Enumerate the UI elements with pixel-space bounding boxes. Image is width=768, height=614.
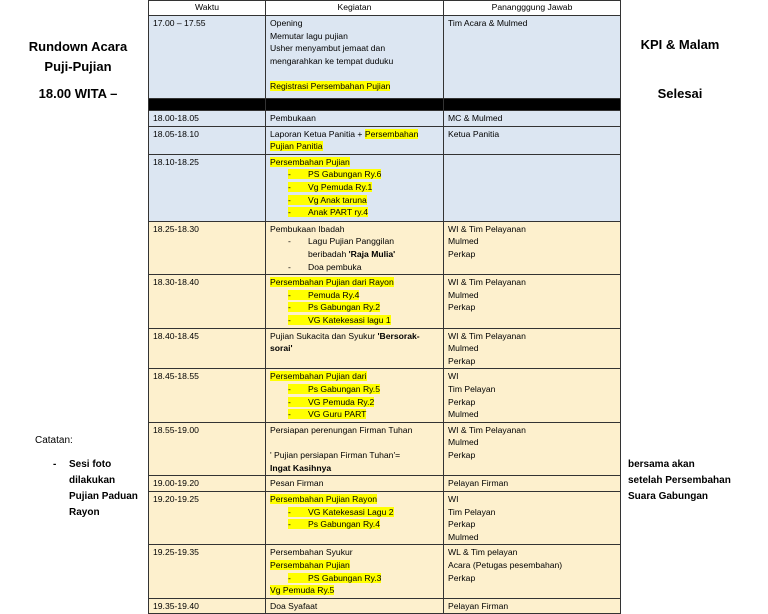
pj-cell — [444, 328, 621, 369]
activity-cell: Doa Syafaat — [266, 598, 444, 614]
bullet: - — [288, 207, 291, 218]
activity-text: Vg Pemuda Ry.5 — [270, 585, 335, 596]
table-row — [149, 275, 621, 328]
bullet: - — [288, 572, 291, 583]
activity-cell — [266, 154, 444, 221]
activity-cell — [266, 275, 444, 328]
list-item: VG Guru PART — [308, 409, 367, 420]
time-cell: 18.00-18.05 — [149, 111, 266, 127]
activity-cell: Pembukaan — [266, 111, 444, 127]
list-item: PS Gabungan Ry.6 — [308, 169, 382, 180]
right-title: KPI & Malam — [640, 37, 720, 52]
list-item: Ps Gabungan Ry.5 — [308, 383, 380, 394]
note-line: dilakukan — [69, 475, 116, 486]
pj-line: Acara (Petugas pesembahan) — [448, 560, 563, 571]
list-item: Ps Gabungan Ry.2 — [308, 302, 380, 313]
bullet: - — [288, 396, 291, 407]
rundown-table — [148, 0, 621, 614]
activity-cell: Pesan Firman — [266, 476, 444, 492]
pj-line: Perkap — [448, 396, 476, 407]
activity-line: Usher menyambut jemaat dan — [270, 43, 386, 54]
note-line: bersama akan — [628, 459, 695, 470]
list-item: Vg Pemuda Ry.1 — [308, 181, 373, 192]
activity-cell — [266, 126, 444, 154]
time-cell: 19.35-19.40 — [149, 598, 266, 614]
pj-line: Perkap — [448, 302, 476, 313]
list-item: Lagu Pujian Panggilan — [308, 236, 395, 247]
divider-row — [149, 99, 621, 111]
pj-line: Mulmed — [448, 437, 479, 448]
pj-line: WL & Tim pelayan — [448, 547, 518, 558]
time-cell: 18.45-18.55 — [149, 369, 266, 422]
bullet: - — [288, 169, 291, 180]
activity-text: Persembahan Syukur — [270, 547, 353, 558]
activity-cell — [266, 492, 444, 545]
time-cell: 18.30-18.40 — [149, 275, 266, 328]
note-line: Sesi foto — [69, 459, 112, 470]
activity-cell — [266, 328, 444, 369]
list-item: PS Gabungan Ry.3 — [308, 572, 382, 583]
table-row — [149, 221, 621, 274]
rundown-title — [20, 37, 136, 77]
activity-text: Pujian Sukacita dan Syukur — [270, 330, 378, 341]
activity-text: Persembahan Pujian — [270, 156, 350, 167]
time-cell: 18.40-18.45 — [149, 328, 266, 369]
pj-cell: Pelayan Firman — [444, 476, 621, 492]
activity-cell — [266, 369, 444, 422]
note-bullet: - — [53, 459, 57, 470]
note-line: Suara Gabungan — [628, 491, 709, 502]
bullet: - — [288, 506, 291, 517]
bullet: - — [288, 383, 291, 394]
activity-cell — [266, 221, 444, 274]
pj-cell — [444, 154, 621, 221]
list-item: Vg Anak taruna — [308, 194, 367, 205]
activity-line: mengarahkan ke tempat duduku — [270, 55, 394, 66]
pj-cell — [444, 492, 621, 545]
bullet: - — [288, 194, 291, 205]
bullet: - — [288, 314, 291, 325]
pj-cell: Tim Acara & Mulmed — [444, 16, 621, 99]
pj-line: Mulmed — [448, 409, 479, 420]
song-title: 'Raja Mulia' — [348, 248, 396, 259]
time-cell: 19.25-19.35 — [149, 545, 266, 598]
pj-cell — [444, 545, 621, 598]
table-row — [149, 111, 621, 127]
pj-line: Perkap — [448, 449, 476, 460]
pj-line: Mulmed — [448, 289, 479, 300]
activity-text: ' Pujian persiapan Firman Tuhan'= — [270, 450, 401, 461]
pj-line: Perkap — [448, 355, 476, 366]
list-item: beribadah — [308, 248, 349, 259]
pj-line: Tim Pelayan — [448, 506, 496, 517]
activity-text: Persembahan Pujian Rayon — [270, 494, 378, 505]
pj-line: Tim Pelayan — [448, 383, 496, 394]
pj-cell: MC & Mulmed — [444, 111, 621, 127]
list-item: VG Katekesasi Lagu 2 — [308, 506, 394, 517]
pj-line: WI & Tim Pelayanan — [448, 424, 526, 435]
pj-cell — [444, 275, 621, 328]
bullet: - — [288, 302, 291, 313]
note-line: Rayon — [69, 507, 100, 518]
activity-text: Persembahan Pujian dari Rayon — [270, 277, 394, 288]
bullet: - — [288, 236, 291, 247]
right-subtitle: Selesai — [657, 86, 703, 101]
header-kegiatan: Kegiatan — [266, 1, 444, 16]
activity-text: Persembahan Pujian dari — [270, 371, 367, 382]
table-row — [149, 598, 621, 614]
note-left — [53, 457, 138, 521]
time-cell: 18.25-18.30 — [149, 221, 266, 274]
time-cell: 19.00-19.20 — [149, 476, 266, 492]
activity-line: Registrasi Persembahan Pujian — [270, 81, 391, 92]
table-row — [149, 154, 621, 221]
activity-text: Persembahan Pujian — [270, 560, 350, 571]
activity-line: Memutar lagu pujian — [270, 30, 348, 41]
bullet: - — [288, 409, 291, 420]
table-header — [149, 1, 621, 16]
note-line: setelah Persembahan — [628, 475, 731, 486]
table-row — [149, 492, 621, 545]
pj-cell: Ketua Panitia — [444, 126, 621, 154]
header-pj: Panangggung Jawab — [444, 1, 621, 16]
list-item: VG Pemuda Ry.2 — [308, 396, 375, 407]
list-item: Anak PART ry.4 — [288, 207, 368, 217]
note-right — [628, 457, 731, 505]
table-row — [149, 328, 621, 369]
pj-line: WI — [448, 371, 459, 382]
activity-cell — [266, 16, 444, 99]
song-title: sorai' — [270, 343, 293, 354]
list-item: VG Katekesasi lagu 1 — [308, 314, 391, 325]
pj-cell — [444, 422, 621, 476]
pj-cell: Pelayan Firman — [444, 598, 621, 614]
pj-line: Perkap — [448, 572, 476, 583]
pj-cell — [444, 221, 621, 274]
pj-line: Perkap — [448, 519, 476, 530]
bullet: - — [288, 261, 291, 272]
rundown-title-line1: Rundown Acara — [28, 39, 128, 54]
pj-line: WI & Tim Pelayanan — [448, 223, 526, 234]
start-time: 18.00 WITA – — [38, 86, 118, 101]
notes-label: Catatan: — [35, 435, 73, 446]
time-cell: 18.10-18.25 — [149, 154, 266, 221]
pj-line: Mulmed — [448, 343, 479, 354]
song-title: Ingat Kasihnya — [270, 462, 332, 473]
table-row — [149, 422, 621, 476]
pj-line: Mulmed — [448, 531, 479, 542]
list-item: Doa pembuka — [308, 261, 362, 272]
pj-line: Perkap — [448, 248, 476, 259]
bullet: - — [288, 289, 291, 300]
table-row — [149, 545, 621, 598]
rundown-title-line2: Puji-Pujian — [44, 59, 112, 74]
pj-line: WI — [448, 494, 459, 505]
activity-text: Pujian Panitia — [270, 141, 323, 152]
time-cell: 17.00 – 17.55 — [149, 16, 266, 99]
table-row — [149, 369, 621, 422]
bullet: - — [288, 519, 291, 530]
activity-text: Pembukaan Ibadah — [270, 223, 345, 234]
time-cell: 18.05-18.10 — [149, 126, 266, 154]
list-item: Ps Gabungan Ry.4 — [308, 519, 380, 530]
activity-text: Persembahan — [364, 128, 419, 139]
bullet: - — [288, 181, 291, 192]
time-cell: 18.55-19.00 — [149, 422, 266, 476]
list-item: Pemuda Ry.4 — [308, 289, 360, 300]
table-row — [149, 476, 621, 492]
activity-line: Opening — [270, 18, 303, 28]
table-row — [149, 126, 621, 154]
pj-line: WI & Tim Pelayanan — [448, 277, 526, 288]
activity-text: Laporan Ketua Panitia + — [270, 128, 365, 139]
activity-text: Persiapan perenungan Firman Tuhan — [270, 424, 413, 435]
time-cell: 19.20-19.25 — [149, 492, 266, 545]
song-title: 'Bersorak- — [377, 330, 420, 341]
table-row — [149, 16, 621, 99]
activity-cell — [266, 422, 444, 476]
activity-cell — [266, 545, 444, 598]
pj-cell — [444, 369, 621, 422]
header-waktu: Waktu — [149, 1, 266, 16]
pj-line: WI & Tim Pelayanan — [448, 330, 526, 341]
note-line: Pujian Paduan — [69, 491, 138, 502]
pj-line: Mulmed — [448, 236, 479, 247]
